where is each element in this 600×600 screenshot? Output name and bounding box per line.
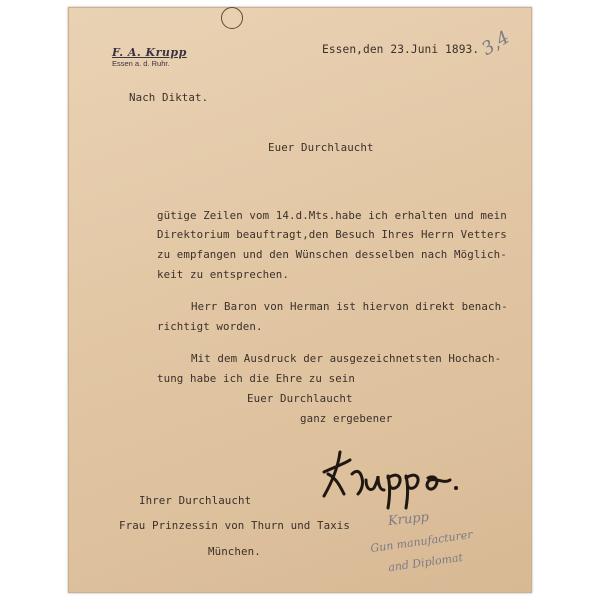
closing-phrase: ganz ergebener bbox=[300, 412, 393, 425]
recipient-line: Frau Prinzessin von Thurn und Taxis bbox=[119, 519, 351, 532]
pencil-annotation: Krupp bbox=[387, 509, 430, 530]
letterhead-name: F. A. Krupp bbox=[112, 46, 187, 59]
dateline: Essen,den 23.Juni 1893. bbox=[322, 43, 480, 56]
body-line: tung habe ich die Ehre zu sein bbox=[157, 372, 356, 385]
closing-address: Euer Durchlaucht bbox=[247, 392, 353, 405]
krupp-signature bbox=[310, 440, 470, 512]
pencil-mark: 3,4 bbox=[478, 26, 514, 60]
salutation: Euer Durchlaucht bbox=[268, 141, 374, 154]
pencil-annotation: Gun manufacturer bbox=[369, 527, 474, 556]
dictation-note: Nach Diktat. bbox=[129, 91, 209, 104]
recipient-line: Ihrer Durchlaucht bbox=[139, 494, 252, 507]
pencil-annotation: and Diplomat bbox=[387, 550, 464, 575]
body-line: richtigt worden. bbox=[157, 320, 263, 333]
body-line: Mit dem Ausdruck der ausgezeichnetsten Hochach- bbox=[191, 352, 502, 365]
recipient-line: München. bbox=[208, 545, 261, 558]
body-line: keit zu entsprechen. bbox=[157, 268, 290, 281]
body-line: gütige Zeilen vom 14.d.Mts.habe ich erhalten und mein bbox=[157, 209, 507, 222]
body-line: Direktorium beauftragt,den Besuch Ihres Herrn Vetters bbox=[157, 228, 507, 241]
letterhead-location: Essen a. d. Ruhr. bbox=[112, 59, 170, 68]
body-line: zu empfangen und den Wünschen desselben nach Möglich- bbox=[157, 248, 507, 261]
body-line: Herr Baron von Herman ist hiervon direkt benach- bbox=[191, 300, 508, 313]
punch-hole bbox=[221, 7, 243, 29]
